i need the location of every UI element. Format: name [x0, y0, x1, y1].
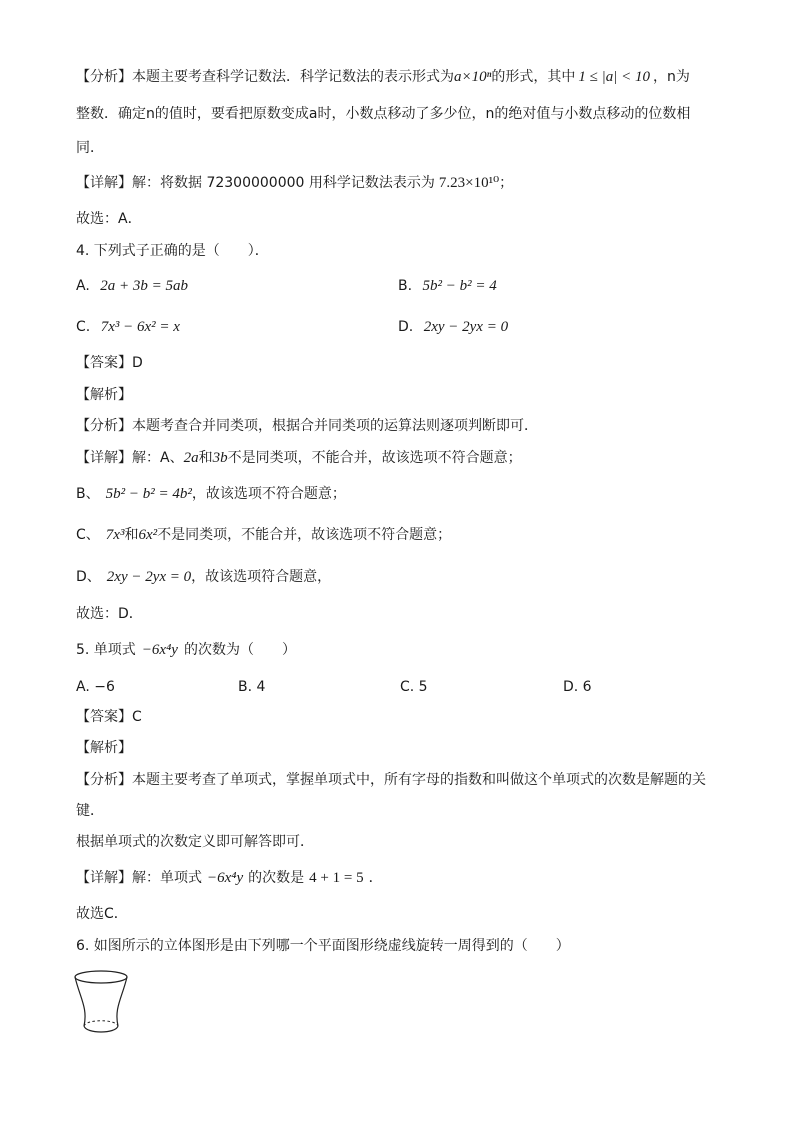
- q4-detail-c-post: 不是同类项，不能合并，故该选项不符合题意；: [157, 527, 452, 543]
- q3-range: 1 ≤ |a| < 10: [578, 69, 650, 85]
- q4-detail-a2: 3b: [212, 450, 228, 466]
- q3-analysis-line2: 整数．确定n的值时，要看把原数变成a时，小数点移动了多少位，n的绝对值与小数点移动的位数相: [76, 106, 691, 122]
- q5-option-c: C. 5: [400, 679, 428, 695]
- q3-detail-text: 【详解】解：将数据 72300000000 用科学记数法表示为: [76, 175, 435, 191]
- q3-analysis-line1: [76, 67, 690, 87]
- q4-option-c: [76, 317, 180, 337]
- q4-detail-d: [76, 567, 331, 587]
- q3-analysis-post: ，n为: [652, 69, 690, 85]
- q4-option-d-expr: 2xy − 2yx = 0: [423, 319, 509, 335]
- q3-choose: 故选：A．: [76, 211, 142, 227]
- q3-analysis-line3: 同．: [76, 140, 104, 156]
- q3-sci-form: a×10ⁿ: [454, 69, 492, 85]
- q4-detail-d-expr: 2xy − 2yx = 0: [106, 569, 192, 585]
- q4-detail-c-and: 和: [124, 527, 139, 543]
- q4-detail-b: [76, 484, 346, 504]
- q4-detail-c: [76, 525, 451, 545]
- q5-detail: [76, 868, 383, 888]
- q6-stem: 6. 如图所示的立体图形是由下列哪一个平面图形绕虚线旋转一周得到的（ ）: [76, 938, 570, 954]
- q4-detail-b-pre: B、: [76, 486, 100, 502]
- q4-stem: 4. 下列式子正确的是（ ）．: [76, 243, 269, 259]
- q3-analysis-mid: 的形式，其中: [491, 69, 576, 85]
- q5-analysis-line1: 【分析】本题主要考查了单项式，掌握单项式中，所有字母的指数和叫做这个单项式的次数是解题的关: [76, 772, 706, 788]
- q5-detail-expr: −6x⁴y: [207, 870, 244, 886]
- q3-detail-post: ；: [499, 175, 514, 191]
- q5-detail-mid: 的次数是: [248, 870, 305, 886]
- q4-choose: 故选：D．: [76, 606, 143, 622]
- q5-option-a: A. −6: [76, 679, 115, 695]
- q4-option-a: [76, 276, 188, 296]
- q4-detail-a: [76, 448, 522, 468]
- q4-analysis: 【分析】本题考查合并同类项，根据合并同类项的运算法则逐项判断即可．: [76, 418, 538, 434]
- q5-option-d: D. 6: [563, 679, 592, 695]
- q6-solid-figure: [72, 968, 136, 1044]
- q5-stem-post: 的次数为（ ）: [183, 642, 296, 658]
- q4-option-b: [398, 276, 497, 296]
- q4-jiexi: 【解析】: [76, 387, 132, 403]
- vase-solid-icon: [72, 968, 136, 1040]
- q4-option-d-label: D.: [398, 319, 414, 335]
- q4-detail-b-expr: 5b² − b² = 4b²: [105, 486, 192, 502]
- q3-detail: [76, 173, 513, 193]
- q5-stem: [76, 640, 296, 660]
- q3-analysis-text: 【分析】本题主要考查科学记数法．科学记数法的表示形式为: [76, 69, 454, 85]
- q5-detail-pre: 【详解】解：单项式: [76, 870, 202, 886]
- q4-option-c-label: C.: [76, 319, 91, 335]
- q4-detail-c2: 6x²: [138, 527, 158, 543]
- q4-option-a-label: A.: [76, 278, 90, 294]
- q4-detail-a1: 2a: [183, 450, 199, 466]
- q5-choose: 故选C．: [76, 906, 128, 922]
- q4-detail-c-pre: C、: [76, 527, 100, 543]
- q4-answer: 【答案】D: [76, 355, 143, 371]
- q5-stem-pre: 5. 单项式: [76, 642, 136, 658]
- q5-stem-expr: −6x⁴y: [141, 642, 178, 658]
- q4-option-c-expr: 7x³ − 6x² = x: [100, 319, 180, 335]
- q5-jiexi: 【解析】: [76, 740, 132, 756]
- q5-option-b: B. 4: [238, 679, 266, 695]
- q4-detail-a-pre: 【详解】解：A、: [76, 450, 184, 466]
- q3-detail-value: 7.23×10¹⁰: [438, 175, 500, 191]
- q5-detail-post: ．: [368, 870, 383, 886]
- q4-detail-c1: 7x³: [105, 527, 125, 543]
- q4-detail-b-post: ，故该选项不符合题意；: [191, 486, 346, 502]
- q4-detail-d-pre: D、: [76, 569, 101, 585]
- q4-detail-a-post: 不是同类项，不能合并，故该选项不符合题意；: [227, 450, 522, 466]
- q4-option-d: [398, 317, 508, 337]
- q5-detail-sum: 4 + 1 = 5: [309, 870, 364, 886]
- q4-option-b-label: B.: [398, 278, 413, 294]
- q4-detail-and: 和: [198, 450, 213, 466]
- q5-analysis-line2: 键．: [76, 803, 104, 819]
- q5-analysis-line3: 根据单项式的次数定义即可解答即可．: [76, 834, 314, 850]
- q4-option-a-expr: 2a + 3b = 5ab: [100, 278, 188, 294]
- q4-detail-d-post: ，故该选项符合题意，: [191, 569, 332, 585]
- q5-answer: 【答案】C: [76, 709, 142, 725]
- q4-option-b-expr: 5b² − b² = 4: [422, 278, 497, 294]
